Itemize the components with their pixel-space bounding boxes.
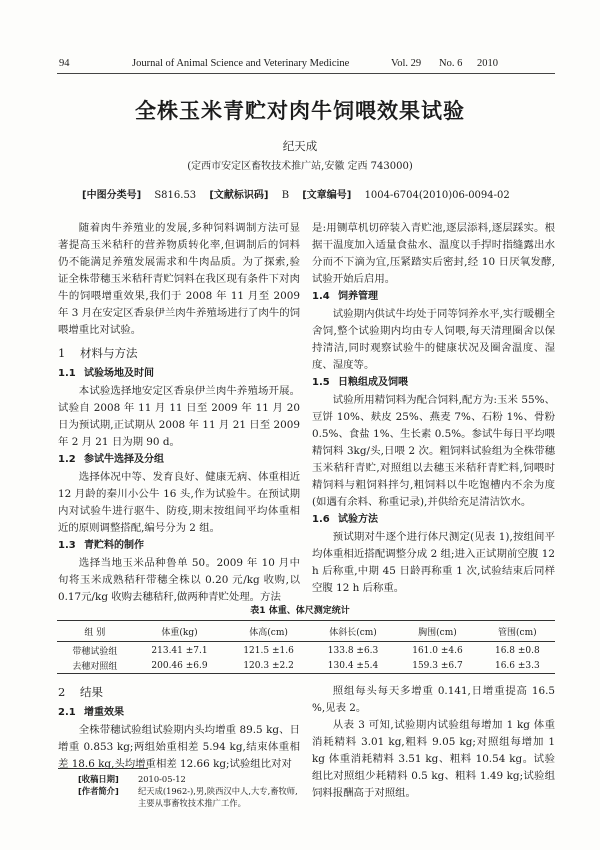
bio-value: 纪天成(1962-),男,陕西汉中人,大专,畜牧师,主要从事畜牧技术推广工作。: [138, 786, 298, 808]
table-1: [57, 620, 555, 674]
received-label: [收稿日期]: [78, 774, 119, 784]
table-header: 体斜长(cm): [311, 621, 395, 642]
clc-label: [中图分类号]: [82, 190, 142, 201]
section-1-6-heading: 1.6 试验方法: [312, 514, 378, 525]
section-1-5-heading: 1.5 日粮组成及饲喂: [312, 377, 408, 388]
table-row: [57, 658, 555, 674]
doc-code-value: B: [281, 190, 290, 201]
section-1-3-continued: 是:用铡草机切碎装入青贮池,逐层添料,逐层踩实。根据干温度加入适量食盐水、温度以手捍时指缝露出水分而不下滴为宜,压紧踏实后密封,经 10 日厌氧发酵,试验开始后启用。: [312, 222, 555, 285]
table-cell: 16.6 ±3.3: [494, 660, 540, 671]
table-header: 胸围(cm): [395, 621, 479, 642]
table-row: [57, 642, 555, 659]
section-1-1-text: 本试验选择地安定区香泉伊兰肉牛养殖场开展。试验自 2008 年 11 月 11 日至 2009 年 11 月 20 日为预试期,正试期从 2008 年 11 月 21 日至 2009 年 2 月 21 日为期 90 d。: [58, 385, 300, 448]
received-date-row: [78, 773, 298, 785]
section-1-4-heading: 1.4 饲养管理: [312, 291, 378, 302]
article-meta: [82, 186, 520, 201]
table-cell: 121.5 ±1.6: [243, 645, 294, 656]
article-no-label: [文章编号]: [302, 190, 352, 201]
table-header: 管围(cm): [480, 621, 555, 642]
table-cell: 159.3 ±6.7: [412, 660, 463, 671]
section-1-2-text: 选择体况中等、发育良好、健康无病、体重相近 12 月龄的秦川小公牛 16 头,作为试验牛。在预试期内对试验牛进行驱牛、防疫,期末按组间平均体重相近的原则调整搭配,编号分为 2 组。: [58, 471, 300, 534]
article-title: 全株玉米青贮对肉牛饲喂效果试验: [135, 99, 465, 123]
section-2-1-paragraph-2: 从表 3 可知,试验期内试验组每增加 1 kg 体重消耗精料 3.01 kg,粗料 9.05 kg;对照组每增加 1 kg 体重消耗精料 3.51 kg、粗料 10.54 kg。试验组比对照组少耗精料 0.5 kg、粗料 1.49 kg;试验组饲料报酬高于对照组。: [312, 719, 555, 799]
bio-label: [作者简介]: [78, 786, 119, 796]
section-2-heading: 2 结果: [58, 685, 103, 699]
section-1-3-heading: 1.3 青贮料的制作: [58, 540, 144, 551]
table-cell: 200.46 ±6.9: [151, 660, 208, 671]
table-1-caption: 表1 体重、体尺测定统计: [250, 606, 350, 616]
table-cell: 带穗试验组: [72, 647, 118, 657]
issue: No. 6: [439, 58, 463, 69]
doc-code-label: [文献标识码]: [209, 190, 269, 201]
author-bio-row: [78, 785, 298, 809]
table-header: 组 别: [57, 621, 133, 642]
table-header-row: [57, 621, 555, 642]
table-cell: 130.4 ±5.4: [327, 660, 379, 671]
volume: Vol. 29: [391, 58, 422, 69]
section-1-heading: 1 材料与方法: [58, 346, 138, 360]
table-cell: 去穗对照组: [72, 662, 118, 672]
right-column-top: [312, 220, 555, 597]
header-divider: [57, 73, 555, 74]
section-1-1-heading: 1.1 试验场地及时间: [58, 368, 154, 379]
received-value: 2010-05-12: [138, 774, 186, 784]
left-column-top: [58, 220, 300, 606]
table-cell: 161.0 ±4.6: [412, 645, 463, 656]
section-2-1-text: 全株带穗试验组试验期内头均增重 89.5 kg、日增重 0.853 kg;两组始重相差 5.94 kg,结束体重相差 18.6 kg,头均增重相差 12.66 kg;试验组比对对: [58, 724, 300, 770]
page-number: 94: [59, 58, 70, 69]
table-cell: 133.8 ±6.3: [327, 645, 379, 656]
section-1-3-text: 选择当地玉米品种鲁单 50。2009 年 10 月中旬将玉米成熟秸秆带穗全株以 0.20 元/kg 收购,以 0.17元/kg 收购去穗秸秆,做两种青贮处理。方法: [58, 557, 300, 603]
section-1-2-heading: 1.2 参试牛选择及分组: [58, 454, 164, 465]
section-1-6-text: 预试期对牛逐个进行体尺测定(见表 1),按组间平均体重相近搭配调整分成 2 组;进入正试期前空腹 12 h 后称重,中期 45 日龄再称重 1 次,试验结束后同样空腹 12 h 后称重。: [312, 531, 555, 594]
section-1-5-text: 试验所用精饲料为配合饲料,配方为:玉米 55%、豆饼 10%、麸皮 25%、燕麦 7%、石粉 1%、骨粉0.5%、食盐 1%、生长素 0.5%。参试牛每日平均喂精饲料 3kg/头,日喂 2 次。粗饲料试验组为全株带穗玉米秸秆青贮,对照组以去穗玉米秸秆青贮料,饲喂时精饲料与粗饲料拌匀,粗饲料以牛吃饱槽内不余为度(如遇有余料、称重记录),并供给充足清洁饮水。: [312, 394, 555, 508]
footnote-divider: [58, 768, 148, 769]
footnote: [78, 773, 298, 809]
left-column-bottom: [58, 678, 300, 773]
table-cell: 213.41 ±7.1: [151, 645, 208, 656]
affiliation: (定西市安定区畜牧技术推广站,安徽 定西 743000): [187, 161, 413, 172]
journal-name: Journal of Animal Science and Veterinary Medicine: [132, 58, 350, 69]
section-2-1-continued: 照组每头每天多增重 0.141,日增重提高 16.5 %,见表 2。: [312, 685, 555, 714]
running-head: [57, 55, 545, 75]
table-cell: 16.8 ±0.8: [494, 645, 540, 656]
table-header: 体高(cm): [226, 621, 310, 642]
table-header: 体重(kg): [133, 621, 227, 642]
year: 2010: [477, 58, 498, 69]
clc-value: S816.53: [154, 190, 197, 201]
author: 纪天成: [282, 139, 318, 153]
section-2-1-heading: 2.1 增重效果: [58, 707, 124, 718]
intro-paragraph: 随着肉牛养殖业的发展,多种饲料调制方法可显著提高玉米秸秆的营养物质转化率,但调制后的饲料仍不能满足养殖发展需求和牛肉品质。为了探索,验证全株带穗玉米秸秆青贮饲料在我区现有条件下对肉牛的饲喂增重效果,我们于 2008 年 11 月至 2009 年 3 月在安定区香泉伊兰肉牛养殖场进行了肉牛的饲喂增重比对试验。: [58, 222, 300, 336]
right-column-bottom: [312, 683, 555, 802]
section-1-4-text: 试验期内供试牛均处于同等饲养水平,实行暖棚全舍饲,整个试验期内均由专人饲喂,每天清理圈舍以保持清洁,同时观察试验牛的健康状况及圈舍温度、湿度、湿度等。: [312, 308, 555, 371]
table-cell: 120.3 ±2.2: [243, 660, 294, 671]
article-no-value: 1004-6704(2010)06-0094-02: [364, 190, 510, 201]
